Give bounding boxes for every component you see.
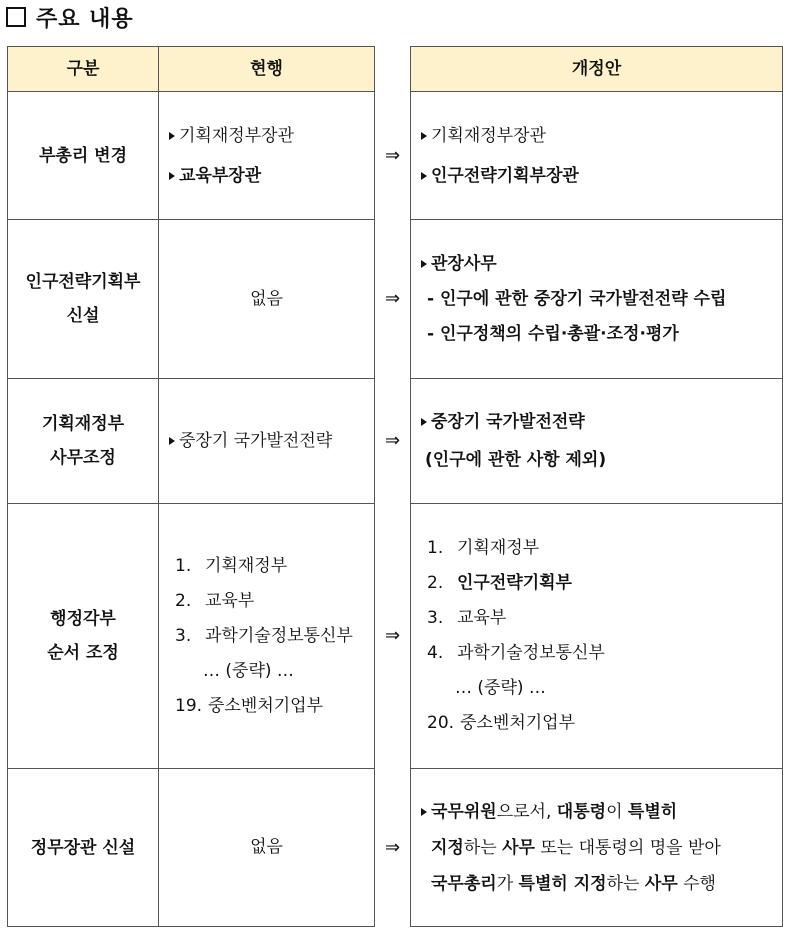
current-cell xyxy=(159,92,375,220)
arrow-icon: ⇒ xyxy=(384,836,401,858)
row-label: 정무장관 신설 xyxy=(8,769,159,927)
row-label: 기획재정부 사무조정 xyxy=(8,379,159,504)
bullet-triangle-icon xyxy=(169,132,175,140)
current-cell: 없음 xyxy=(159,769,375,927)
arrow-icon: ⇒ xyxy=(384,288,401,310)
list-item: … (중략) … xyxy=(455,678,546,698)
table-header-row xyxy=(8,47,783,92)
list-item: 2. 인구전략기획부 xyxy=(427,573,572,593)
text-line xyxy=(421,794,776,830)
revised-cell xyxy=(411,220,783,379)
list-item: 중장기 국가발전전략 xyxy=(421,403,776,441)
text-segment: 으로서, xyxy=(496,801,557,822)
arrow-icon: ⇒ xyxy=(384,144,401,166)
list-item: 3. 교육부 xyxy=(427,608,507,628)
revised-cell xyxy=(411,769,783,927)
table-row xyxy=(8,379,783,504)
text-segment: 이 xyxy=(606,801,628,822)
header-revised: 개정안 xyxy=(411,47,783,92)
text-segment: 또는 대통령의 명을 받아 xyxy=(534,837,721,858)
text-segment: 대통령 xyxy=(556,801,607,822)
text-segment: 특별히 xyxy=(627,801,678,822)
bullet-triangle-icon xyxy=(421,808,427,816)
list-item: 기획재정부장관 xyxy=(421,116,776,156)
list-item: 중장기 국가발전전략 xyxy=(169,430,368,452)
comparison-table xyxy=(7,46,783,927)
list-item: (인구에 관한 사항 제외) xyxy=(425,450,607,470)
current-cell xyxy=(159,379,375,504)
header-gap xyxy=(375,47,411,92)
section-title: 주요 내용 xyxy=(36,6,134,32)
header-category: 구분 xyxy=(8,47,159,92)
text-segment: 국무총리 xyxy=(431,873,497,894)
list-item: - 인구에 관한 중장기 국가발전전략 수립 xyxy=(427,288,727,309)
list-item: 3. 과학기술정보통신부 xyxy=(175,625,353,646)
text-segment: 사무 xyxy=(502,837,535,858)
list-item: - 인구정책의 수립·총괄·조정·평가 xyxy=(427,323,679,344)
bullet-triangle-icon xyxy=(421,260,427,268)
text-segment: 하는 xyxy=(606,873,645,894)
bullet-triangle-icon xyxy=(169,437,175,445)
arrow-icon: ⇒ xyxy=(384,430,401,452)
rich-text-block xyxy=(411,794,782,902)
text-segment: 수행 xyxy=(677,873,716,894)
list-item: 교육부장관 xyxy=(169,156,368,196)
list-item: 19. 중소벤처기업부 xyxy=(175,695,324,716)
current-cell xyxy=(159,504,375,769)
list-item: 2. 교육부 xyxy=(175,590,255,611)
revised-cell xyxy=(411,504,783,769)
text-line xyxy=(421,830,776,866)
list-item: 1. 기획재정부 xyxy=(427,538,540,558)
revised-cell xyxy=(411,92,783,220)
text-segment: 특별히 지정 xyxy=(518,873,607,894)
list-item: … (중략) … xyxy=(203,660,294,681)
list-item: 4. 과학기술정보통신부 xyxy=(427,643,605,663)
text-segment: 지정 xyxy=(431,837,464,858)
text-line xyxy=(421,866,776,902)
text-segment: 사무 xyxy=(644,873,678,894)
row-label: 행정각부 순서 조정 xyxy=(8,504,159,769)
checkbox-square-icon xyxy=(6,7,26,27)
header-current: 현행 xyxy=(159,47,375,92)
list-item: 기획재정부장관 xyxy=(169,116,368,156)
section-heading xyxy=(6,2,134,32)
text-segment: 국무위원 xyxy=(431,801,497,822)
list-item: 인구전략기획부장관 xyxy=(421,156,776,196)
list-item: 20. 중소벤처기업부 xyxy=(427,713,576,733)
table-row xyxy=(8,92,783,220)
bullet-triangle-icon xyxy=(421,418,427,426)
table-row xyxy=(8,220,783,379)
list-item: 1. 기획재정부 xyxy=(175,555,288,576)
table-row xyxy=(8,504,783,769)
current-cell: 없음 xyxy=(159,220,375,379)
list-item: 관장사무 xyxy=(421,247,776,282)
bullet-triangle-icon xyxy=(421,132,427,140)
table-row xyxy=(8,769,783,927)
text-segment: 가 xyxy=(496,873,519,894)
row-label: 인구전략기획부 신설 xyxy=(8,220,159,379)
bullet-triangle-icon xyxy=(169,172,175,180)
row-label: 부총리 변경 xyxy=(8,92,159,220)
revised-cell xyxy=(411,379,783,504)
bullet-triangle-icon xyxy=(421,172,427,180)
arrow-icon: ⇒ xyxy=(384,625,401,647)
text-segment: 하는 xyxy=(463,837,503,858)
